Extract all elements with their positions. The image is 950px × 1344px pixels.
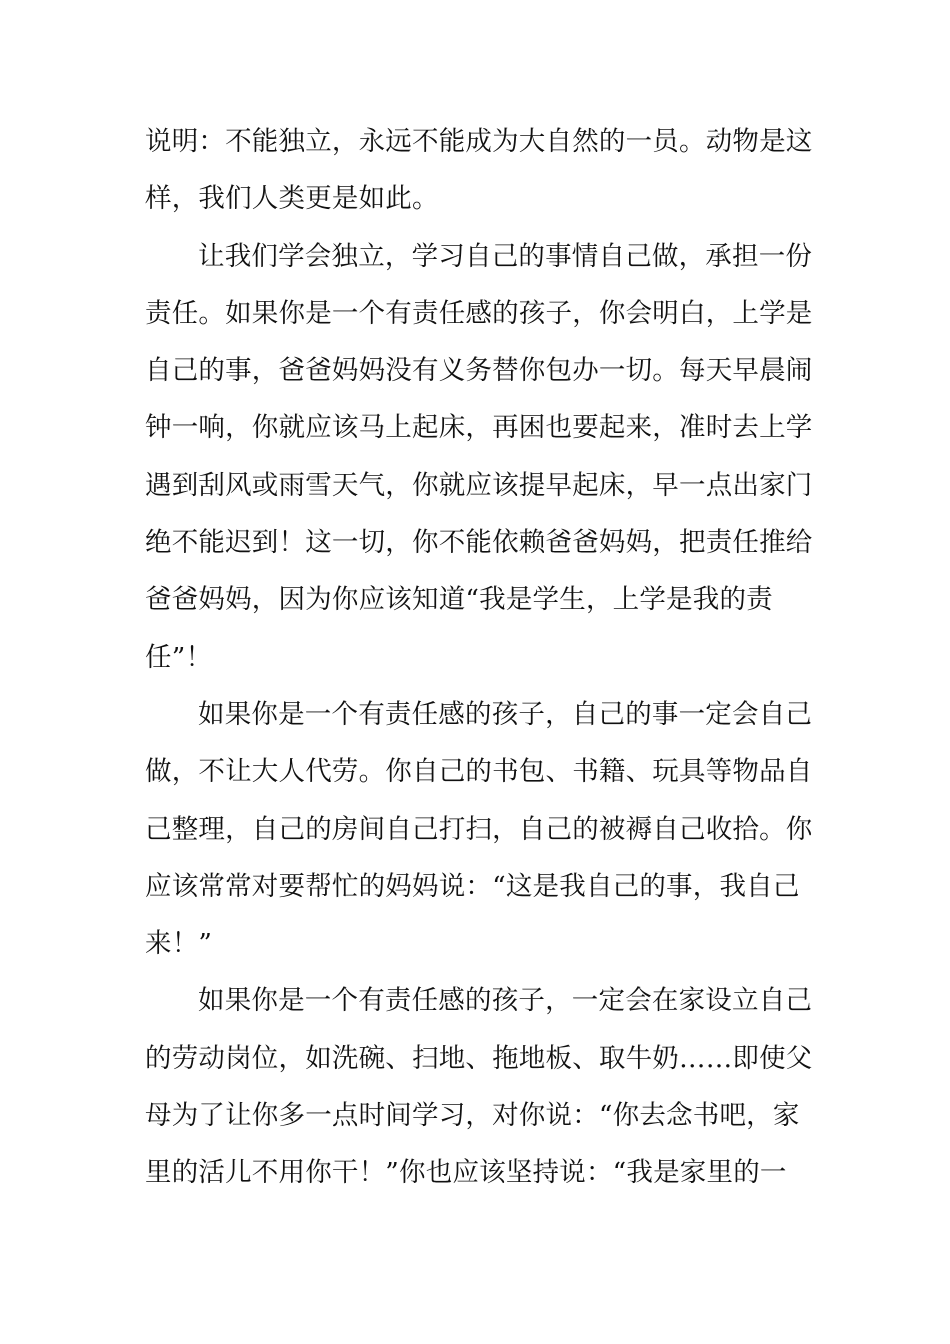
text-line: 责任。如果你是一个有责任感的孩子，你会明白，上学是 <box>145 297 813 329</box>
text-line: 钟一响，你就应该马上起床，再困也要起来，准时去上学 <box>145 412 813 444</box>
paragraph-start-line: 让我们学会独立，学习自己的事情自己做，承担一份 <box>198 240 813 272</box>
body-text <box>145 113 813 1202</box>
text-line: 来！” <box>145 928 213 960</box>
text-line: 母为了让你多一点时间学习，对你说：“你去念书吧，家 <box>145 1100 800 1132</box>
text-line: 里的活儿不用你干！”你也应该坚持说：“我是家里的一 <box>145 1157 787 1189</box>
text-line: 爸爸妈妈，因为你应该知道“我是学生，上学是我的责 <box>145 584 773 616</box>
text-line: 自己的事，爸爸妈妈没有义务替你包办一切。每天早晨闹 <box>145 355 813 387</box>
text-line: 说明：不能独立，永远不能成为大自然的一员。动物是这 <box>145 126 813 157</box>
text-line: 样，我们人类更是如此。 <box>145 183 439 215</box>
text-line: 遇到刮风或雨雪天气，你就应该提早起床，早一点出家门 <box>145 469 813 501</box>
text-line: 做，不让大人代劳。你自己的书包、书籍、玩具等物品自 <box>145 756 813 788</box>
paragraph-start-line: 如果你是一个有责任感的孩子，一定会在家设立自己 <box>198 985 813 1017</box>
text-line: 绝不能迟到！这一切，你不能依赖爸爸妈妈，把责任推给 <box>145 527 813 559</box>
text-line: 应该常常对要帮忙的妈妈说：“这是我自己的事，我自己 <box>145 870 800 902</box>
paragraph-start-line: 如果你是一个有责任感的孩子，自己的事一定会自己 <box>198 698 813 730</box>
text-line: 任”！ <box>145 641 213 673</box>
text-line: 的劳动岗位，如洗碗、扫地、拖地板、取牛奶……即使父 <box>145 1042 813 1074</box>
text-line: 己整理，自己的房间自己打扫，自己的被褥自己收拾。你 <box>145 813 813 845</box>
